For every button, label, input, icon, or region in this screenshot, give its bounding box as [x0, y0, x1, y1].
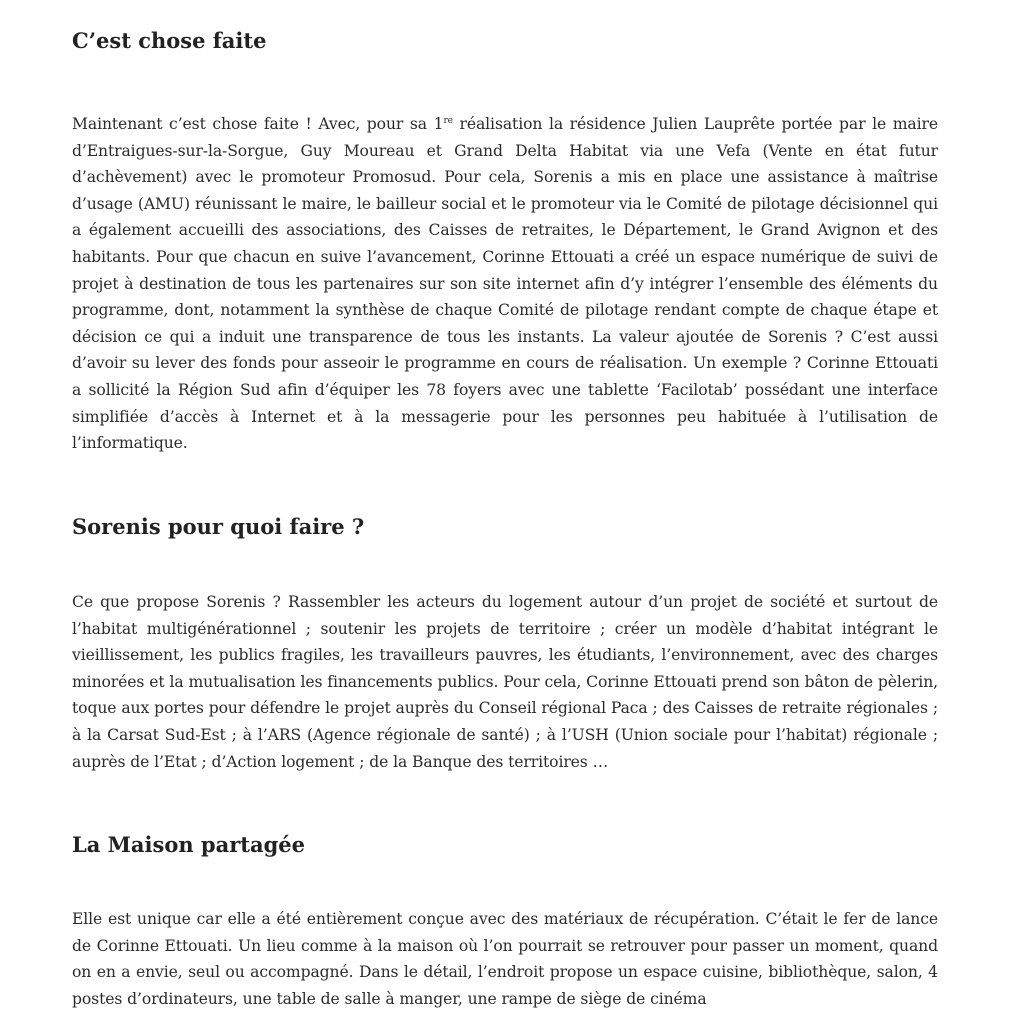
- section-heading: C’est chose faite: [72, 28, 267, 53]
- section-paragraph: Ce que propose Sorenis ? Rassembler les acteurs du logement autour d’un projet de société et surtout de l’habitat multigénérationnel ; soutenir les projets de territoire ; créer un modèle d’habitat intégrant le vieillissement, les publics fragiles, les travailleurs pauvres, les étudiants, l’environnement, avec des charges minorées et la mutualisation les financements publics. Pour cela, Corinne Ettouati prend son bâton de pèlerin, toque aux portes pour défendre le projet auprès du Conseil régional Paca ; des Caisses de retraite régionales ; à la Carsat Sud-Est ; à l’ARS (Agence régionale de santé) ; à l’USH (Union sociale pour l’habitat) régionale ; auprès de l’Etat ; d’Action logement ; de la Banque des territoires …: [72, 593, 938, 771]
- paragraph-text: Maintenant c’est chose faite ! Avec, pour sa 1: [72, 115, 444, 133]
- section-heading: Sorenis pour quoi faire ?: [72, 514, 365, 539]
- section-paragraph: Elle est unique car elle a été entièrement conçue avec des matériaux de récupération. C’était le fer de lance de Corinne Ettouati. Un lieu comme à la maison où l’on pourrait se retrouver pour passer un moment, quand on en a envie, seul ou accompagné. Dans le détail, l’endroit propose un espace cuisine, bibliothèque, salon, 4 postes d’ordinateurs, une table de salle à manger, une rampe de siège de cinéma: [72, 910, 938, 1008]
- ordinal-superscript: re: [443, 115, 453, 126]
- section-heading: La Maison partagée: [72, 832, 305, 857]
- paragraph-text: réalisation la résidence Julien Lauprête portée par le maire d’Entraigues-sur-la-Sorgue, Guy Moureau et Grand Delta Habitat via une Vefa (Vente en état futur d’achèvement) avec le promoteur Promosud. Pour cela, Sorenis a mis en place une assistance à maîtrise d’usage (AMU) réunissant le maire, le bailleur social et le promoteur via le Comité de pilotage décisionnel qui a également accueilli des associations, des Caisses de retraites, le Département, le Grand Avignon et des habitants. Pour que chacun en suive l’avancement, Corinne Ettouati a créé un espace numérique de suivi de projet à destination de tous les partenaires sur son site internet afin d’y intégrer l’ensemble des éléments du programme, dont, notamment la synthèse de chaque Comité de pilotage rendant compte de chaque étape et décision ce qui a induit une transparence de tous les instants. La valeur ajoutée de Sorenis ? C’est aussi d’avoir su lever des fonds pour asseoir le programme en cours de réalisation. Un exemple ? Corinne Ettouati a sollicité la Région Sud afin d’équiper les 78 foyers avec une tablette ‘Facilotab’ possédant une interface simplifiée d’accès à Internet et à la messagerie pour les personnes peu habituée à l’utilisation de l’informatique.: [72, 115, 938, 453]
- section-paragraph: [72, 111, 938, 457]
